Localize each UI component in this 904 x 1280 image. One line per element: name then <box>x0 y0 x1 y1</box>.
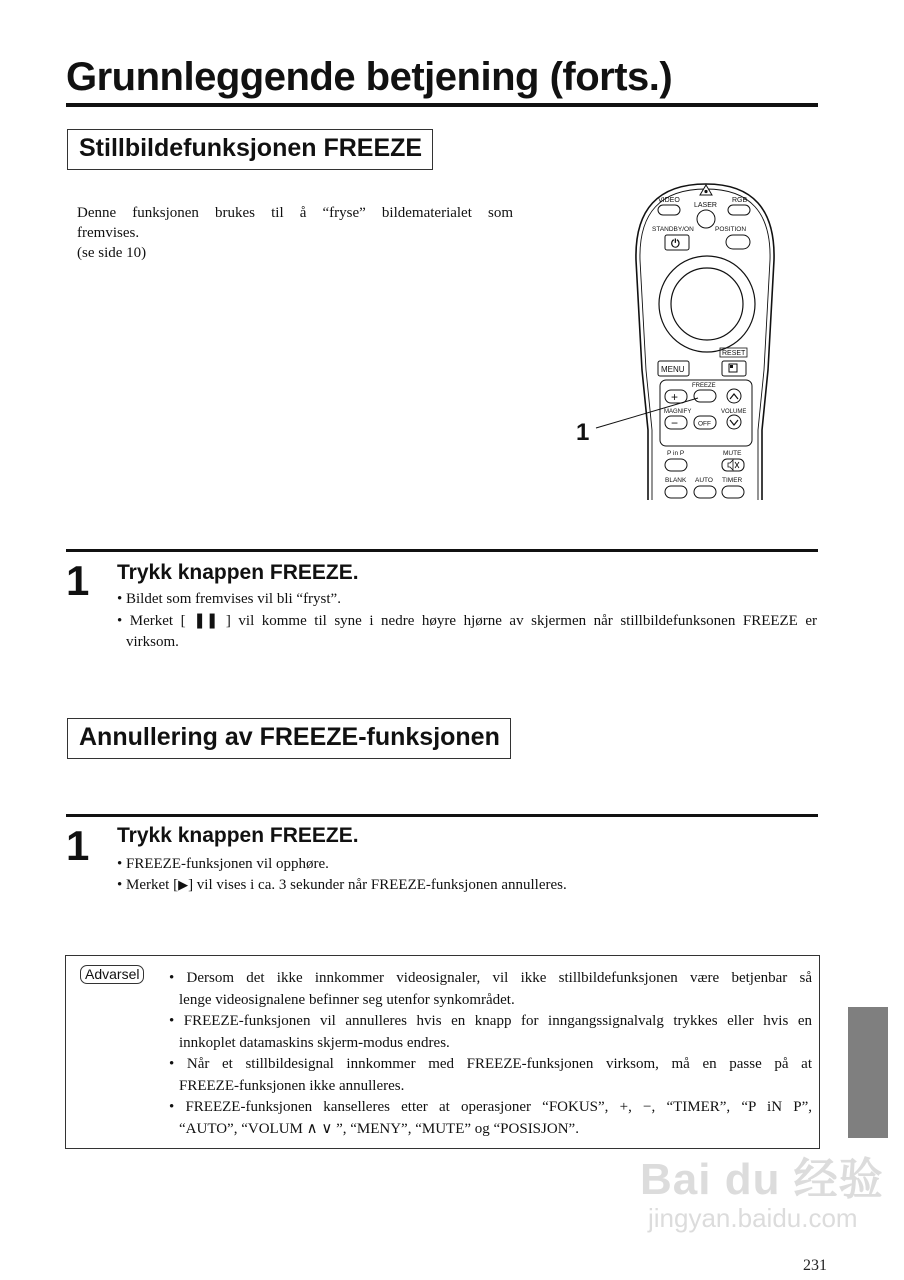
step2-rule <box>66 814 818 817</box>
step2-number: 1 <box>66 822 90 869</box>
warning-box <box>65 955 820 1149</box>
step1-number: 1 <box>66 557 90 604</box>
intro-line-1: Denne funksjonen brukes til å “fryse” bildematerialet som <box>77 205 513 221</box>
remote-rgb-button <box>728 205 750 215</box>
remote-auto-label: AUTO <box>695 477 713 484</box>
warning-list <box>169 968 812 1140</box>
remote-blank-button <box>665 486 687 498</box>
watermark <box>640 1143 884 1234</box>
remote-position-button <box>726 235 750 249</box>
step2-bullets <box>117 854 817 896</box>
title-rule <box>66 103 818 107</box>
remote-timer-label: TIMER <box>722 477 743 484</box>
plus-icon: + <box>671 390 679 404</box>
watermark-url: jingyan.baidu.com <box>648 1203 858 1233</box>
intro-text <box>77 203 513 263</box>
remote-menu-label: MENU <box>661 365 685 374</box>
remote-standby-label: STANDBY/ON <box>652 226 694 233</box>
remote-timer-button <box>722 486 744 498</box>
step2-title: Trykk knappen FREEZE. <box>117 824 359 847</box>
remote-reset-label: RESET <box>722 350 746 357</box>
warning-item-1: • Dersom det ikke innkommer videosignaler, vil ikke stillbildefunksjonen være betjenbar så <box>169 970 812 986</box>
remote-laser-label: LASER <box>694 202 717 209</box>
remote-control-figure <box>570 180 810 500</box>
step1-title: Trykk knappen FREEZE. <box>117 561 359 584</box>
watermark-brand: Bai du 经验 <box>640 1155 884 1204</box>
step1-bullet-2 <box>117 610 817 632</box>
warning-item-1-cont: lenge videosignalene befinner seg utenfor synkområdet. <box>179 991 515 1008</box>
play-icon: ▶ <box>178 878 189 893</box>
step1-bullet-2-cont: virksom. <box>126 634 179 650</box>
step2-bullet-2 <box>117 875 817 896</box>
step1-bullet-1: • Bildet som fremvises vil bli “fryst”. <box>117 591 341 607</box>
remote-laser-button <box>697 210 715 228</box>
warning-item-3-cont: FREEZE-funksjonen ikke annulleres. <box>179 1077 405 1094</box>
intro-line-2: fremvises. <box>77 225 140 241</box>
pause-icon: ❚❚ <box>193 611 219 629</box>
step1-bullets <box>117 589 817 653</box>
remote-magnify-label: MAGNIFY <box>664 409 692 415</box>
warning-label: Advarsel <box>80 965 144 984</box>
remote-volume-up-button <box>727 389 741 403</box>
remote-freeze-button <box>694 390 716 402</box>
step2-bullet-1: • FREEZE-funksjonen vil opphøre. <box>117 856 329 872</box>
page-title: Grunnleggende betjening (forts.) <box>66 55 673 99</box>
step2-bullet-2-end: ] vil vises i ca. 3 sekunder når FREEZE-funksjonen annulleres. <box>188 877 567 893</box>
intro-line-3: (se side 10) <box>77 245 147 261</box>
remote-off-label: OFF <box>698 420 711 428</box>
remote-blank-label: BLANK <box>665 477 687 484</box>
remote-volume-label: VOLUME <box>721 409 747 415</box>
remote-freeze-label: FREEZE <box>692 383 716 389</box>
warning-item-2-cont: innkoplet datamaskins skjerm-modus endres. <box>179 1034 450 1051</box>
section-heading-cancel-freeze: Annullering av FREEZE-funksjonen <box>67 718 511 759</box>
warning-item-3: • Når et stillbildesignal innkommer med FREEZE-funksjonen virksom, må en passe på at <box>169 1056 812 1072</box>
remote-mute-label: MUTE <box>723 450 742 457</box>
section-side-tab <box>848 1007 888 1138</box>
step2-bullet-2-start: • Merket [ <box>117 877 179 893</box>
step1-bullet-2-start: • Merket [ <box>117 613 186 629</box>
warning-item-4-cont: “AUTO”, “VOLUM ∧ ∨ ”, “MENY”, “MUTE” og “POSISJON”. <box>179 1120 579 1137</box>
remote-auto-button <box>694 486 716 498</box>
step1-rule <box>66 549 818 552</box>
warning-item-4: • FREEZE-funksjonen kanselleres etter at operasjoner “FOKUS”, +, −, “TIMER”, “P iN P”, <box>169 1099 812 1115</box>
remote-rgb-label: RGB <box>732 197 748 204</box>
remote-video-label: VIDEO <box>658 197 680 204</box>
remote-position-label: POSITION <box>715 226 747 233</box>
warning-item-2: • FREEZE-funksjonen vil annulleres hvis en knapp for inngangssignalvalg trykkes eller hvis en <box>169 1013 812 1029</box>
remote-video-button <box>658 205 680 215</box>
remote-trackball <box>671 268 743 340</box>
section-heading-freeze: Stillbildefunksjonen FREEZE <box>67 129 433 170</box>
remote-pinp-label: P in P <box>667 450 685 457</box>
remote-volume-down-button <box>727 415 741 429</box>
callout-number: 1 <box>576 419 590 446</box>
minus-icon: − <box>671 416 679 430</box>
step1-bullet-2-end: ] vil komme til syne i nedre høyre hjørne av skjermen når stillbildefunksonen FREEZE er <box>225 613 818 629</box>
remote-pinp-button <box>665 459 687 471</box>
power-icon: ⏻ <box>671 238 680 250</box>
page-number: 231 <box>803 1257 827 1274</box>
